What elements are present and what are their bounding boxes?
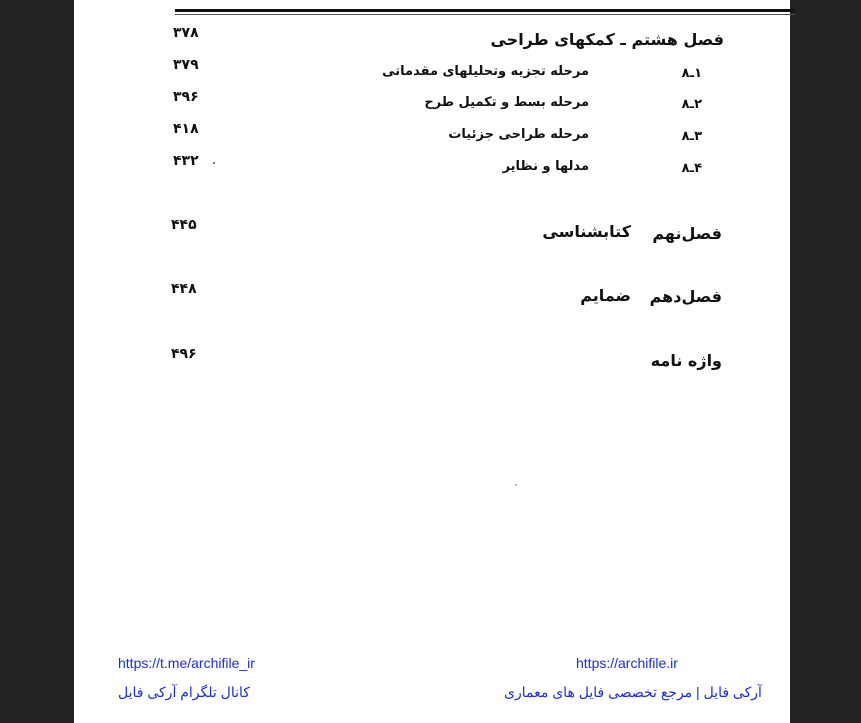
chapter-10-page: ۴۴۸ (171, 281, 197, 297)
scan-speck (213, 162, 215, 164)
toc-item-page: ۳۹۶ (173, 89, 199, 105)
website-link[interactable]: https://archifile.ir (576, 655, 678, 671)
chapter-10-title: ضمایم (580, 286, 631, 305)
toc-item-page: ۴۳۲ (173, 153, 199, 169)
chapter-9-page: ۴۴۵ (171, 217, 197, 233)
toc-item-page: ۳۷۹ (173, 57, 199, 73)
toc-item-page: ۴۱۸ (173, 121, 199, 137)
telegram-link[interactable]: https://t.me/archifile_ir (118, 655, 255, 671)
chapter-9-title: کتابشناسی (542, 222, 631, 241)
toc-item-label: مرحله طراحی جزئیات (448, 127, 589, 142)
toc-item-number: ۳ـ۸ (681, 129, 702, 144)
toc-item-label: مرحله تجزیه وتحلیلهای مقدماتی (382, 64, 589, 79)
toc-item-label: مرحله بسط و تکمیل طرح (424, 95, 589, 110)
glossary-page: ۴۹۶ (171, 346, 197, 362)
glossary-title: واژه نامه (650, 351, 722, 370)
toc-item-number: ۱ـ۸ (681, 66, 702, 81)
chapter-8-page: ۳۷۸ (173, 25, 199, 41)
document-page (74, 0, 790, 723)
chapter-8-title: فصل هشتم ـ کمکهای طراحی (490, 30, 724, 49)
scan-speck (515, 484, 517, 486)
chapter-9-label: فصل‌نهم (652, 224, 722, 243)
toc-item-number: ۴ـ۸ (681, 161, 702, 176)
header-rule-thin (175, 14, 795, 15)
toc-item-number: ۲ـ۸ (681, 97, 702, 112)
chapter-10-label: فصل‌دهم (649, 287, 722, 306)
header-rule (175, 9, 795, 12)
website-caption-link[interactable]: آرکی فایل | مرجع تخصصی فایل های معماری (504, 684, 762, 700)
telegram-caption-link[interactable]: کانال تلگرام آرکی فایل (118, 684, 250, 700)
toc-item-label: مدلها و نظایر (502, 159, 589, 174)
